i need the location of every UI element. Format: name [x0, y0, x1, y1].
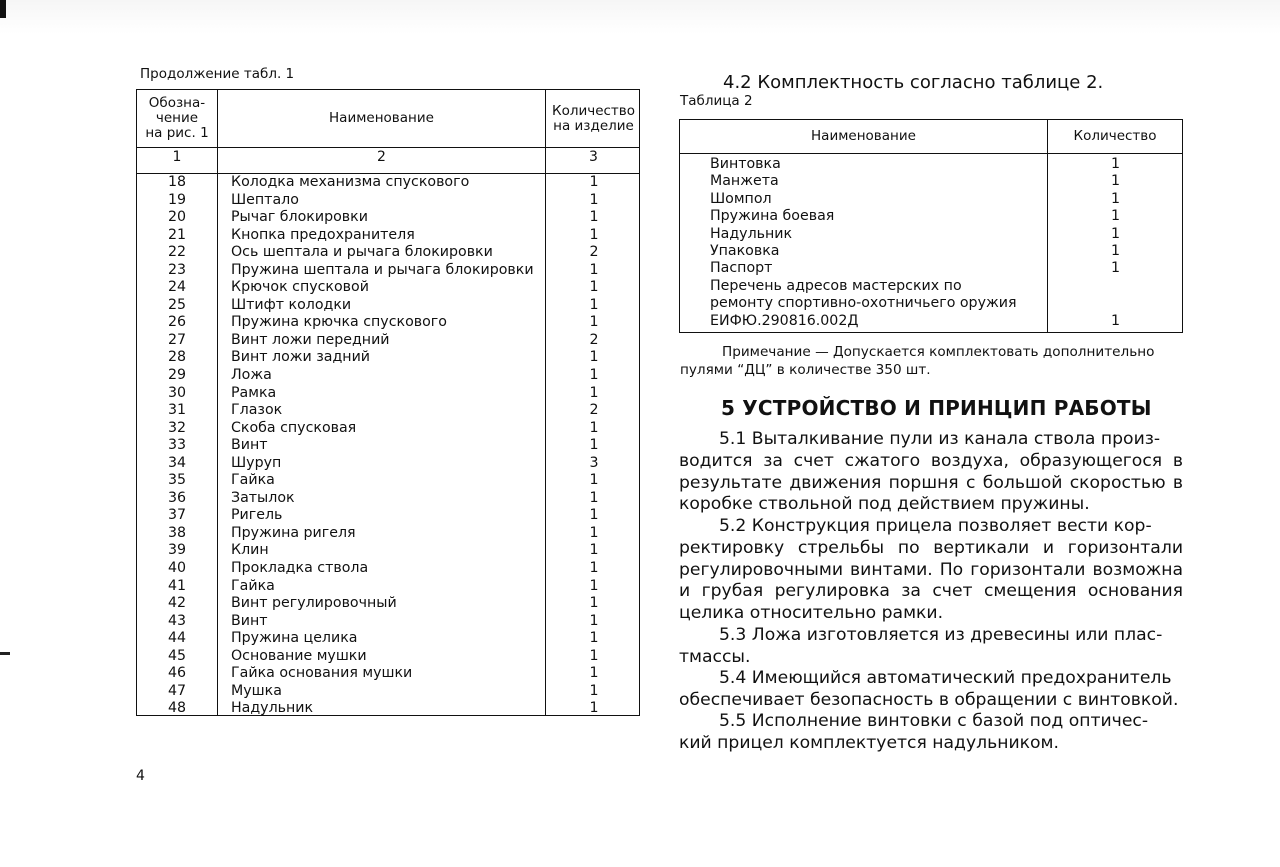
cell-qty: 1 — [589, 367, 599, 384]
table-row — [137, 665, 639, 683]
table-row — [680, 156, 1182, 173]
table-row — [137, 244, 639, 262]
cell-name: Основание мушки — [231, 647, 367, 664]
paragraph-lead: 5.5 Исполнение винтовки с базой под оптичес- — [719, 711, 1149, 731]
cell-num: 35 — [167, 472, 187, 489]
cell-qty: 2 — [589, 402, 599, 419]
cell-name: Штифт колодки — [231, 296, 352, 313]
note-line: пулями “ДЦ” в количестве 350 шт. — [680, 362, 931, 378]
cell-num: 48 — [167, 700, 187, 717]
cell-qty: 1 — [1110, 156, 1121, 172]
paragraph-lead: 5.2 Конструкция прицела позволяет вести кор- — [719, 516, 1152, 536]
header-designation: Обозна- чение на рис. 1 — [145, 95, 209, 141]
cell-num: 27 — [167, 331, 187, 348]
cell-name: Кнопка предохранителя — [231, 226, 415, 243]
table-row — [137, 490, 639, 508]
table2-caption: Таблица 2 — [680, 93, 753, 109]
table-row — [137, 578, 639, 596]
cell-num: 18 — [167, 174, 187, 190]
paragraph-5-5 — [679, 711, 1183, 755]
cell-num: 30 — [167, 384, 187, 401]
cell-name: Прокладка ствола — [231, 560, 369, 577]
cell-name: Надульник — [231, 700, 314, 717]
table1-caption: Продолжение табл. 1 — [140, 66, 295, 82]
paragraph-5-4 — [679, 668, 1183, 712]
cell-qty: 1 — [589, 682, 599, 699]
table-row — [137, 595, 639, 613]
paragraph-lead: 5.4 Имеющийся автоматический предохранитель — [719, 668, 1172, 688]
paragraph-5-2 — [679, 516, 1183, 625]
cell-num: 21 — [167, 226, 187, 243]
cell-qty: 1 — [589, 296, 599, 313]
cell-name: Рычаг блокировки — [231, 209, 368, 226]
cell-num: 22 — [167, 244, 187, 261]
table-row — [680, 173, 1182, 190]
cell-qty: 1 — [1110, 190, 1121, 207]
cell-qty: 1 — [589, 279, 599, 296]
table-row — [137, 209, 639, 227]
cell-qty: 1 — [589, 174, 599, 190]
col-number: 2 — [377, 149, 386, 165]
cell-num: 23 — [167, 261, 187, 278]
table-row — [137, 192, 639, 210]
cell-qty: 1 — [589, 314, 599, 331]
cell-name: Винт — [231, 612, 268, 629]
cell-num: 44 — [167, 630, 187, 647]
cell-num: 36 — [167, 489, 187, 506]
paragraph-text: обеспечивает безопасность в обращении с винтовкой. — [679, 689, 1179, 710]
cell-qty: 1 — [589, 647, 599, 664]
cell-name: Винт регулировочный — [231, 595, 397, 612]
cell-num: 33 — [167, 437, 187, 454]
table2-header-quantity: Количество — [1073, 128, 1157, 144]
table-row — [137, 332, 639, 350]
table-row — [137, 455, 639, 473]
table-row — [137, 367, 639, 385]
cell-name: Рамка — [231, 384, 277, 401]
cell-qty: 1 — [1110, 225, 1121, 242]
table-row — [137, 174, 639, 192]
col-number: 1 — [172, 149, 182, 165]
cell-name: Ложа — [231, 367, 272, 384]
cell-name: Пружина ригеля — [231, 524, 356, 541]
cell-name: Мушка — [231, 682, 282, 699]
cell-num: 42 — [167, 595, 187, 612]
paragraph-text: водится за счет сжатого воздуха, образующегося в результате движения поршня с большой скоростью в коробке ствольной под действием пружины. — [679, 450, 1183, 515]
completeness-table — [679, 119, 1183, 333]
cell-qty: 1 — [589, 472, 599, 489]
section-4-2-heading: 4.2 Комплектность согласно таблице 2. — [723, 72, 1104, 93]
paragraph-text: ректировку стрельбы по вертикали и горизонтали регулировочными винтами. По горизонтали возможна и грубая регулировка за счет смещения основания целика относительно рамки. — [679, 537, 1183, 624]
cell-name: Ось шептала и рычага блокировки — [231, 244, 493, 261]
table-row — [137, 613, 639, 631]
cell-qty: 1 — [589, 665, 599, 682]
cell-num: 34 — [167, 454, 187, 471]
cell-num: 25 — [167, 296, 187, 313]
cell-name: Надульник — [710, 225, 793, 242]
cell-name: Ригель — [231, 507, 283, 524]
cell-qty: 1 — [589, 700, 599, 717]
cell-qty: 2 — [589, 244, 599, 261]
cell-num: 28 — [167, 349, 187, 366]
cell-qty: 1 — [589, 560, 599, 577]
table-row — [137, 630, 639, 648]
scan-mark — [0, 0, 6, 18]
table-row — [137, 683, 639, 701]
paragraph-text: тмассы. — [679, 646, 751, 667]
cell-num: 45 — [167, 647, 187, 664]
cell-name: Гайка основания мушки — [231, 665, 413, 682]
cell-name: Винт ложи задний — [231, 349, 371, 366]
cell-name: Перечень адресов мастерских по ремонту спортивно-охотничьего оружия ЕИФЮ.290816.002Д — [710, 277, 1017, 329]
table-row — [137, 402, 639, 420]
cell-name: Пружина целика — [231, 630, 358, 647]
table-row — [137, 507, 639, 525]
table-row — [680, 191, 1182, 208]
table-row — [680, 226, 1182, 243]
section-5-heading: 5 УСТРОЙСТВО И ПРИНЦИП РАБОТЫ — [721, 396, 1152, 420]
page-number: 4 — [136, 768, 145, 784]
cell-name: Пружина шептала и рычага блокировки — [231, 261, 534, 278]
cell-qty: 1 — [1110, 208, 1121, 225]
scan-mark — [0, 652, 10, 655]
cell-name: Шомпол — [710, 190, 772, 207]
table-row — [137, 700, 639, 718]
table-row — [137, 420, 639, 438]
cell-name: Винт ложи передний — [231, 331, 390, 348]
cell-num: 29 — [167, 367, 187, 384]
cell-name: Винт — [231, 437, 268, 454]
cell-num: 24 — [167, 279, 187, 296]
cell-qty: 1 — [589, 612, 599, 629]
table-row — [137, 648, 639, 666]
table-row — [137, 385, 639, 403]
table-row — [137, 262, 639, 280]
cell-name: Шуруп — [231, 454, 282, 471]
cell-qty: 1 — [589, 437, 599, 454]
cell-qty: 1 — [589, 595, 599, 612]
parts-table-body — [137, 174, 639, 718]
cell-num: 46 — [167, 665, 187, 682]
cell-num: 31 — [167, 402, 187, 419]
cell-qty: 1 — [589, 577, 599, 594]
cell-name: Упаковка — [710, 243, 780, 259]
table-row — [137, 297, 639, 315]
table-row — [137, 560, 639, 578]
cell-qty: 1 — [589, 209, 599, 226]
header-name: Наименование — [329, 110, 434, 126]
cell-num: 47 — [167, 682, 187, 699]
cell-name: Паспорт — [710, 260, 773, 277]
cell-name: Колодка механизма спускового — [231, 174, 470, 190]
cell-qty: 1 — [1110, 173, 1121, 190]
cell-qty: 1 — [589, 384, 599, 401]
cell-name: Винтовка — [710, 156, 781, 172]
cell-qty: 1 — [589, 542, 599, 559]
cell-num: 20 — [167, 209, 187, 226]
table-row — [680, 260, 1182, 277]
table2-note — [680, 343, 1185, 379]
cell-qty: 1 — [1110, 260, 1121, 277]
cell-qty: 1 — [589, 349, 599, 366]
table-row — [680, 208, 1182, 225]
cell-name: Пружина крючка спускового — [231, 314, 447, 331]
parts-table — [136, 89, 640, 716]
paragraph-5-3 — [679, 625, 1183, 669]
cell-name: Гайка — [231, 577, 275, 594]
cell-qty: 1 — [589, 261, 599, 278]
paragraph-lead: 5.1 Выталкивание пули из канала ствола произ- — [719, 429, 1161, 449]
cell-qty: 1 — [589, 419, 599, 436]
cell-name: Клин — [231, 542, 269, 559]
cell-qty: 1 — [589, 630, 599, 647]
table2-header-name: Наименование — [811, 128, 916, 144]
cell-qty: 1 — [589, 524, 599, 541]
cell-qty: 1 — [1110, 312, 1121, 329]
table-row — [137, 472, 639, 490]
header-quantity: Количество на изделие — [551, 102, 636, 134]
cell-qty: 1 — [589, 191, 599, 208]
cell-num: 38 — [167, 524, 187, 541]
col-number: 3 — [589, 149, 598, 165]
scan-edge — [0, 0, 1280, 34]
cell-num: 43 — [167, 612, 187, 629]
cell-name: Скоба спусковая — [231, 419, 357, 436]
cell-qty: 2 — [589, 331, 599, 348]
cell-num: 39 — [167, 542, 187, 559]
table-row — [680, 278, 1182, 330]
cell-num: 26 — [167, 314, 187, 331]
paragraph-lead: 5.3 Ложа изготовляется из древесины или плас- — [719, 625, 1163, 645]
cell-num: 41 — [167, 577, 187, 594]
cell-name: Крючок спусковой — [231, 279, 369, 296]
paragraph-5-1 — [679, 429, 1183, 516]
cell-num: 19 — [167, 191, 187, 208]
table-row — [137, 525, 639, 543]
table-row — [137, 314, 639, 332]
cell-qty: 1 — [589, 507, 599, 524]
cell-qty: 3 — [589, 454, 599, 471]
table-row — [680, 243, 1182, 260]
paragraph-text: кий прицел комплектуется надульником. — [679, 732, 1059, 753]
table-row — [137, 542, 639, 560]
cell-qty: 1 — [589, 489, 599, 506]
cell-num: 40 — [167, 560, 187, 577]
cell-name: Шептало — [231, 191, 299, 208]
cell-qty: 1 — [1110, 243, 1121, 259]
cell-name: Пружина боевая — [710, 208, 835, 225]
cell-num: 32 — [167, 419, 187, 436]
table-row — [137, 227, 639, 245]
table-row — [137, 349, 639, 367]
cell-name: Манжета — [710, 173, 779, 190]
cell-name: Гайка — [231, 472, 275, 489]
note-line: Примечание — Допускается комплектовать дополнительно — [722, 344, 1155, 360]
cell-name: Глазок — [231, 402, 283, 419]
cell-qty: 1 — [589, 226, 599, 243]
table-row — [137, 437, 639, 455]
cell-name: Затылок — [231, 489, 295, 506]
cell-num: 37 — [167, 507, 187, 524]
table-row — [137, 279, 639, 297]
